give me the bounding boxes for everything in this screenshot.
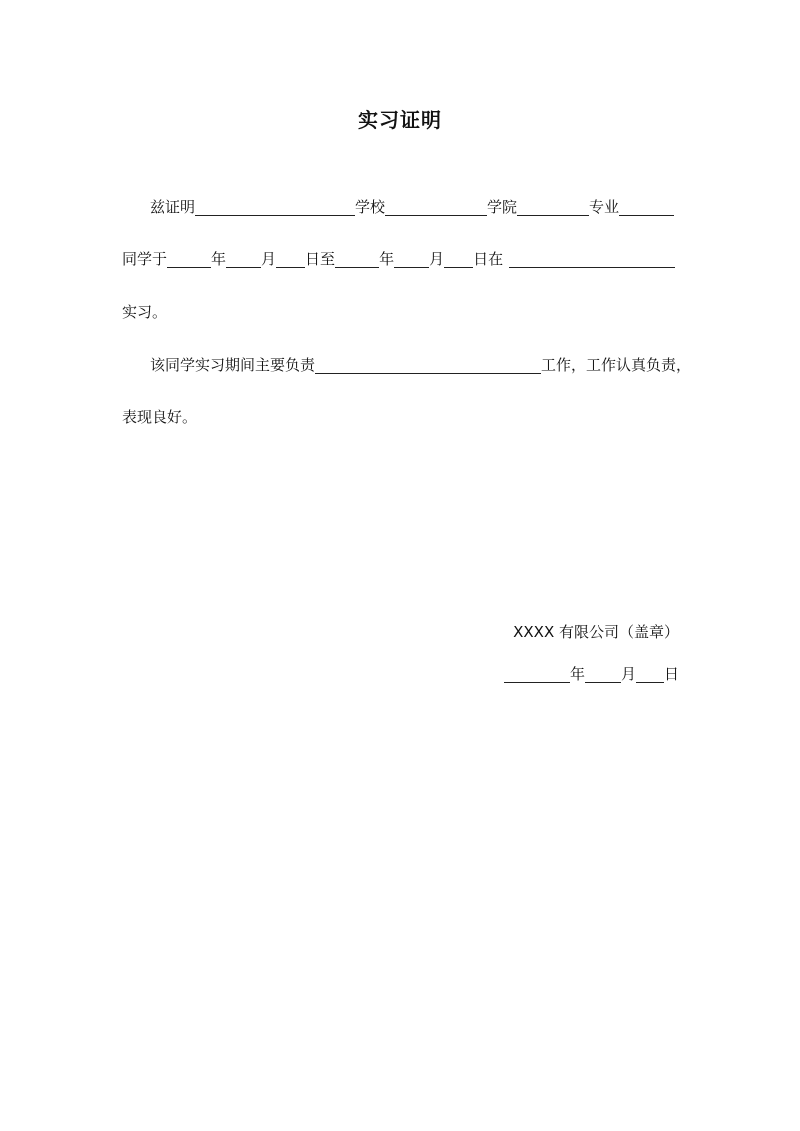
workplace-blank <box>509 250 675 268</box>
end-month-blank <box>394 250 429 268</box>
internship-line <box>122 300 167 324</box>
end-day-blank <box>444 250 473 268</box>
date-range-line <box>122 247 675 271</box>
student-name-blank <box>619 198 674 216</box>
college-label: 学院 <box>487 198 518 216</box>
sign-month-label: 月 <box>620 665 636 683</box>
sign-year-blank <box>504 665 570 683</box>
sign-day-label: 日 <box>663 665 679 683</box>
end-month-label: 月 <box>429 250 445 268</box>
major-label: 专业 <box>589 198 620 216</box>
start-day-label: 日至 <box>305 250 336 268</box>
end-year-label: 年 <box>379 250 395 268</box>
responsibility-suffix: 工作，工作认真负责， <box>541 356 692 374</box>
evaluation-text: 表现良好。 <box>122 408 198 426</box>
school-blank <box>195 198 355 216</box>
evaluation-line <box>122 405 197 429</box>
start-year-blank <box>167 250 211 268</box>
certify-prefix: 兹证明 <box>150 198 196 216</box>
responsibility-prefix: 该同学实习期间主要负责 <box>150 356 316 374</box>
end-year-blank <box>335 250 379 268</box>
major-blank <box>517 198 589 216</box>
school-label: 学校 <box>355 198 386 216</box>
college-blank <box>385 198 487 216</box>
page-title: 实习证明 <box>358 108 442 132</box>
start-month-label: 月 <box>261 250 277 268</box>
duty-blank <box>315 356 541 374</box>
sign-day-blank <box>636 665 664 683</box>
sign-month-blank <box>585 665 621 683</box>
student-prefix: 同学于 <box>122 250 168 268</box>
sign-year-label: 年 <box>569 665 585 683</box>
signature-date-line <box>504 662 679 686</box>
company-seal-line <box>513 620 679 644</box>
responsibility-line <box>150 353 691 377</box>
start-month-blank <box>226 250 261 268</box>
start-year-label: 年 <box>211 250 227 268</box>
start-day-blank <box>276 250 305 268</box>
end-day-label: 日在 <box>473 250 504 268</box>
company-name: XXXX 有限公司（盖章） <box>513 623 679 641</box>
certify-line <box>150 195 674 219</box>
internship-text: 实习。 <box>122 303 168 321</box>
